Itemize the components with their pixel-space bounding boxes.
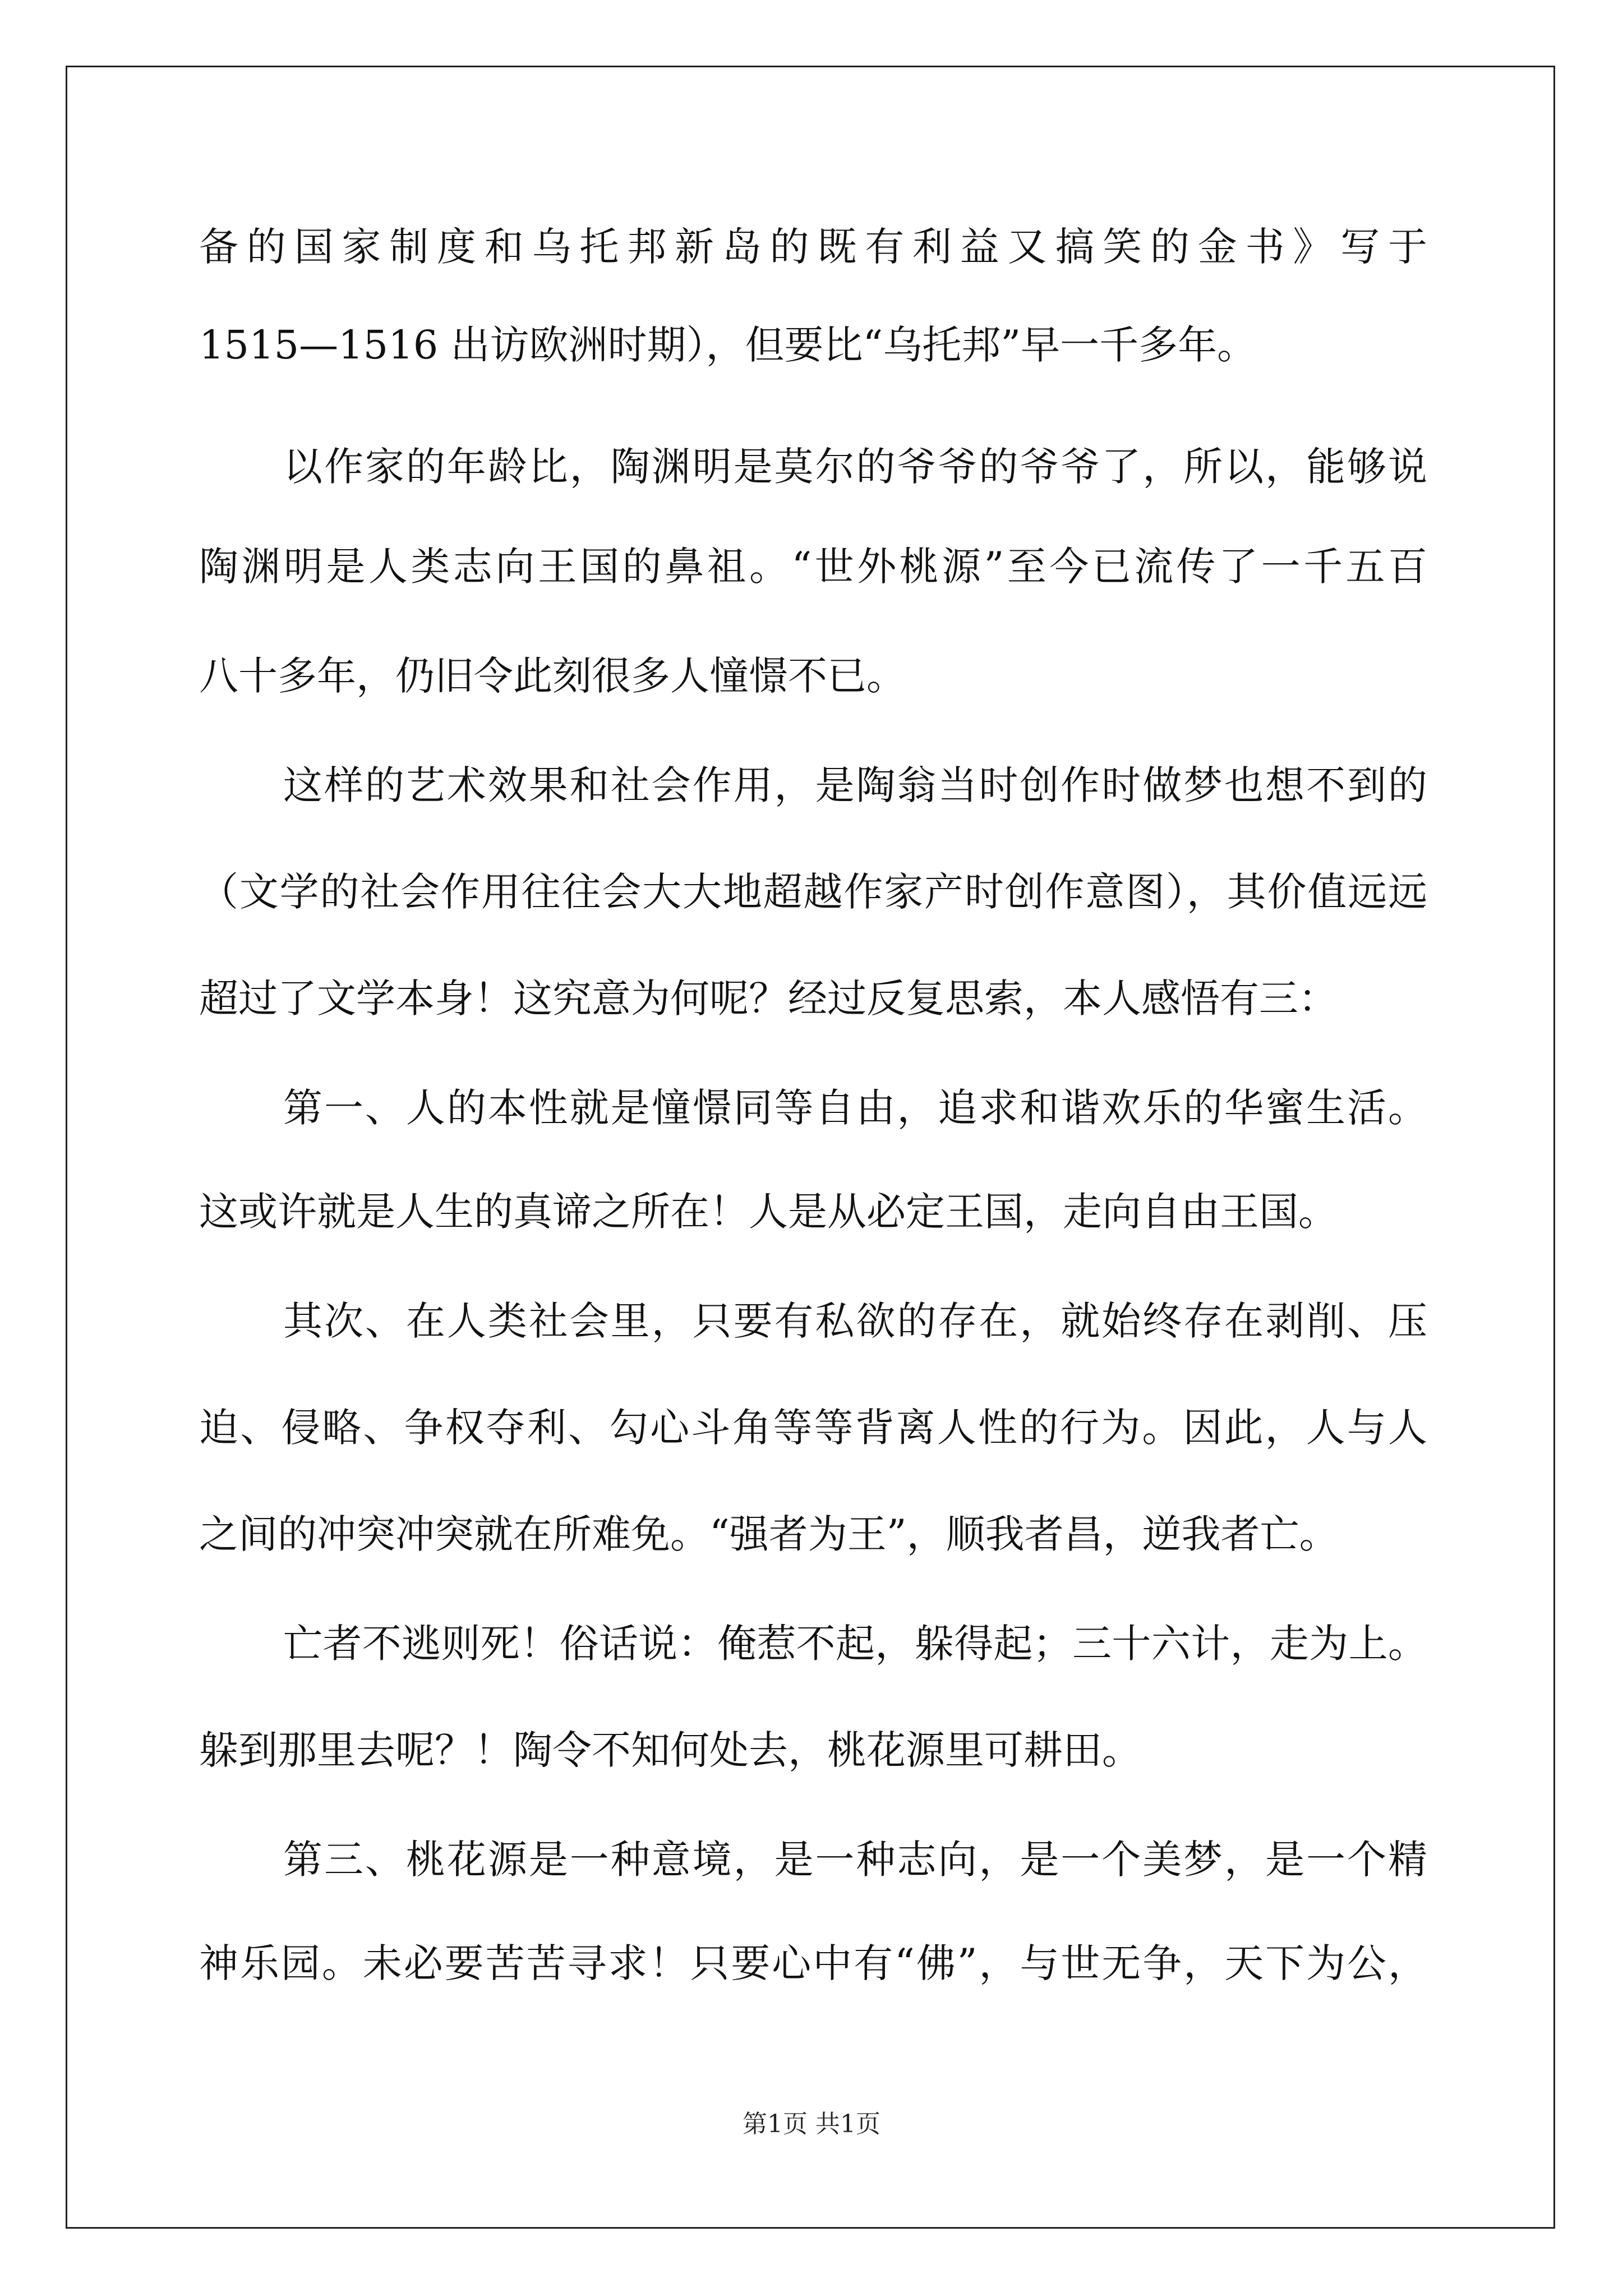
paragraph-line: 八十多年，仍旧令此刻很多人憧憬不已。: [199, 653, 906, 699]
paragraph-line: 备的国家制度和乌托邦新岛的既有利益又搞笑的金书》写于: [199, 224, 1427, 270]
paragraph-line: 迫、侵略、争权夺利、勾心斗角等等背离人性的行为。因此，人与人: [199, 1405, 1427, 1451]
paragraph-line: （文学的社会作用往往会大大地超越作家产时创作意图），其价值远远: [199, 869, 1427, 915]
paragraph-line: 以作家的年龄比，陶渊明是莫尔的爷爷的爷爷了，所以，能够说: [283, 444, 1427, 490]
paragraph-line: 神乐园。未必要苦苦寻求！只要心中有“佛”，与世无争，天下为公，: [199, 1940, 1427, 1986]
paragraph-line: 第三、桃花源是一种意境，是一种志向，是一个美梦，是一个精: [283, 1837, 1427, 1883]
paragraph-line: 这样的艺术效果和社会作用，是陶翁当时创作时做梦也想不到的: [283, 762, 1427, 808]
paragraph-line: 之间的冲突冲突就在所难免。“强者为王”，顺我者昌，逆我者亡。: [199, 1511, 1339, 1557]
paragraph-line: 陶渊明是人类志向王国的鼻祖。“世外桃源”至今已流传了一千五百: [199, 544, 1427, 590]
paragraph-line: 第一、人的本性就是憧憬同等自由，追求和谐欢乐的华蜜生活。: [283, 1085, 1427, 1131]
paragraph-line: 亡者不逃则死！俗话说：俺惹不起，躲得起；三十六计，走为上。: [283, 1621, 1427, 1667]
paragraph-line: 这或许就是人生的真谛之所在！人是从必定王国，走向自由王国。: [199, 1189, 1338, 1235]
paragraph-line: 躲到那里去呢？！陶令不知何处去，桃花源里可耕田。: [199, 1727, 1141, 1773]
paragraph-line: 其次、在人类社会里，只要有私欲的存在，就始终存在剥削、压: [283, 1298, 1427, 1344]
page-footer: 第1页 共1页: [743, 2110, 880, 2138]
page-border: [66, 66, 1555, 2229]
paragraph-line: 超过了文学本身！这究意为何呢？经过反复思索，本人感悟有三：: [199, 976, 1338, 1022]
paragraph-line: 1515—1516 出访欧洲时期），但要比“乌托邦”早一千多年。: [199, 322, 1257, 368]
